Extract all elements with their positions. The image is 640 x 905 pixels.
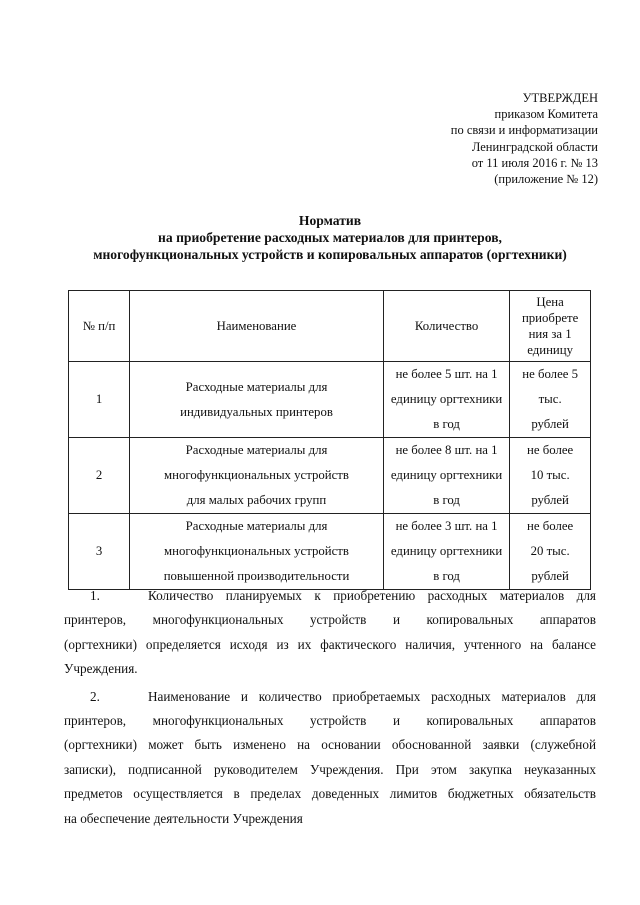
row-name-line: Расходные материалы для: [185, 443, 328, 457]
row-num: 2: [69, 438, 130, 514]
table-header-row: [69, 291, 591, 362]
row-qty-line: в год: [433, 417, 460, 431]
row-qty-line: единицу оргтехники: [390, 468, 503, 482]
row-price-line: рублей: [531, 569, 569, 583]
row-qty: [383, 362, 509, 438]
row-price-line: тыс.: [538, 392, 562, 406]
table-row: [69, 514, 591, 590]
header-price-line: ния за 1: [528, 327, 572, 341]
paragraph-line: предметов осуществляется в пределах доведенных лимитов бюджетных обязательств: [64, 786, 596, 802]
paragraph-line: записки), подписанной руководителем Учреждения. При этом закупка неуказанных: [64, 761, 596, 777]
approval-line: приказом Комитета: [494, 107, 598, 122]
norm-table: [68, 290, 591, 590]
row-name: [130, 438, 384, 514]
row-price-line: рублей: [531, 493, 569, 507]
document-title: [40, 212, 620, 263]
paragraph-line: (оргтехники) может быть изменено на основании обоснованной заявки (служебной: [64, 737, 596, 753]
title-line: многофункциональных устройств и копировальных аппаратов (оргтехники): [93, 247, 567, 262]
row-price-line: 10 тыс.: [530, 468, 570, 482]
row-qty-line: единицу оргтехники: [390, 544, 503, 558]
header-qty: Количество: [383, 291, 509, 362]
title-line: Норматив: [298, 213, 362, 228]
header-name: Наименование: [130, 291, 384, 362]
header-price: [510, 291, 591, 362]
paragraph-line-text: Количество планируемых к приобретению расходных материалов для: [148, 588, 596, 603]
row-price-line: не более 5: [522, 367, 579, 381]
row-price-line: не более: [527, 443, 574, 457]
paragraph-2: [64, 685, 596, 831]
row-price: [510, 362, 591, 438]
header-num: № п/п: [69, 291, 130, 362]
row-name-line: многофункциональных устройств: [164, 544, 349, 558]
paragraph-line: на обеспечение деятельности Учреждения: [64, 810, 303, 826]
approval-line: от 11 июля 2016 г. № 13: [471, 155, 598, 170]
row-qty-line: единицу оргтехники: [390, 392, 503, 406]
row-name-line: Расходные материалы для: [185, 379, 328, 394]
header-price-line: Цена: [536, 295, 564, 309]
paragraph-line: [64, 584, 596, 608]
row-name-line: повышенной производительности: [163, 569, 350, 583]
row-num: 1: [69, 362, 130, 438]
header-price-line: единицу: [527, 343, 574, 357]
row-qty-line: в год: [433, 569, 460, 583]
row-qty-line: не более 5 шт. на 1: [395, 367, 498, 381]
paragraph-line: принтеров, многофункциональных устройств и копировальных аппаратов: [64, 713, 596, 729]
approval-line: Ленинградской области: [471, 139, 598, 154]
row-name-line: многофункциональных устройств: [164, 468, 349, 482]
row-qty: [383, 438, 509, 514]
paragraph-line: принтеров, многофункциональных устройств и копировальных аппаратов: [64, 612, 596, 628]
header-price-line: приобрете: [521, 311, 579, 325]
row-name: [130, 362, 384, 438]
paragraph-line: [64, 685, 596, 709]
row-name-line: Расходные материалы для: [185, 519, 328, 533]
paragraph-number: 1.: [90, 588, 100, 603]
row-price: [510, 438, 591, 514]
approval-line: УТВЕРЖДЕН: [522, 91, 598, 105]
row-qty: [383, 514, 509, 590]
row-price-line: 20 тыс.: [530, 544, 570, 558]
row-price-line: не более: [527, 519, 574, 533]
row-name: [130, 514, 384, 590]
paragraph-1: [64, 584, 596, 682]
row-name-line: для малых рабочих групп: [186, 493, 327, 507]
approval-line: (приложение № 12): [494, 172, 598, 187]
row-qty-line: в год: [433, 493, 460, 507]
paragraph-line: Учреждения.: [64, 661, 138, 677]
table-row: [69, 362, 591, 438]
approval-stamp: [451, 90, 598, 187]
body-text: [64, 584, 596, 834]
title-line: на приобретение расходных материалов для принтеров,: [158, 230, 502, 245]
paragraph-number: 2.: [90, 688, 100, 704]
row-qty-line: не более 8 шт. на 1: [395, 443, 498, 457]
row-num: 3: [69, 514, 130, 590]
row-name-line: индивидуальных принтеров: [180, 404, 333, 419]
row-price-line: рублей: [531, 417, 569, 431]
row-qty-line: не более 3 шт. на 1: [395, 519, 498, 533]
paragraph-line-text: Наименование и количество приобретаемых расходных материалов для: [148, 688, 596, 704]
paragraph-line: (оргтехники) определяется исходя из их фактического наличия, учтенного на балансе: [64, 636, 596, 652]
table-row: [69, 438, 591, 514]
approval-line: по связи и информатизации: [450, 123, 598, 138]
row-price: [510, 514, 591, 590]
